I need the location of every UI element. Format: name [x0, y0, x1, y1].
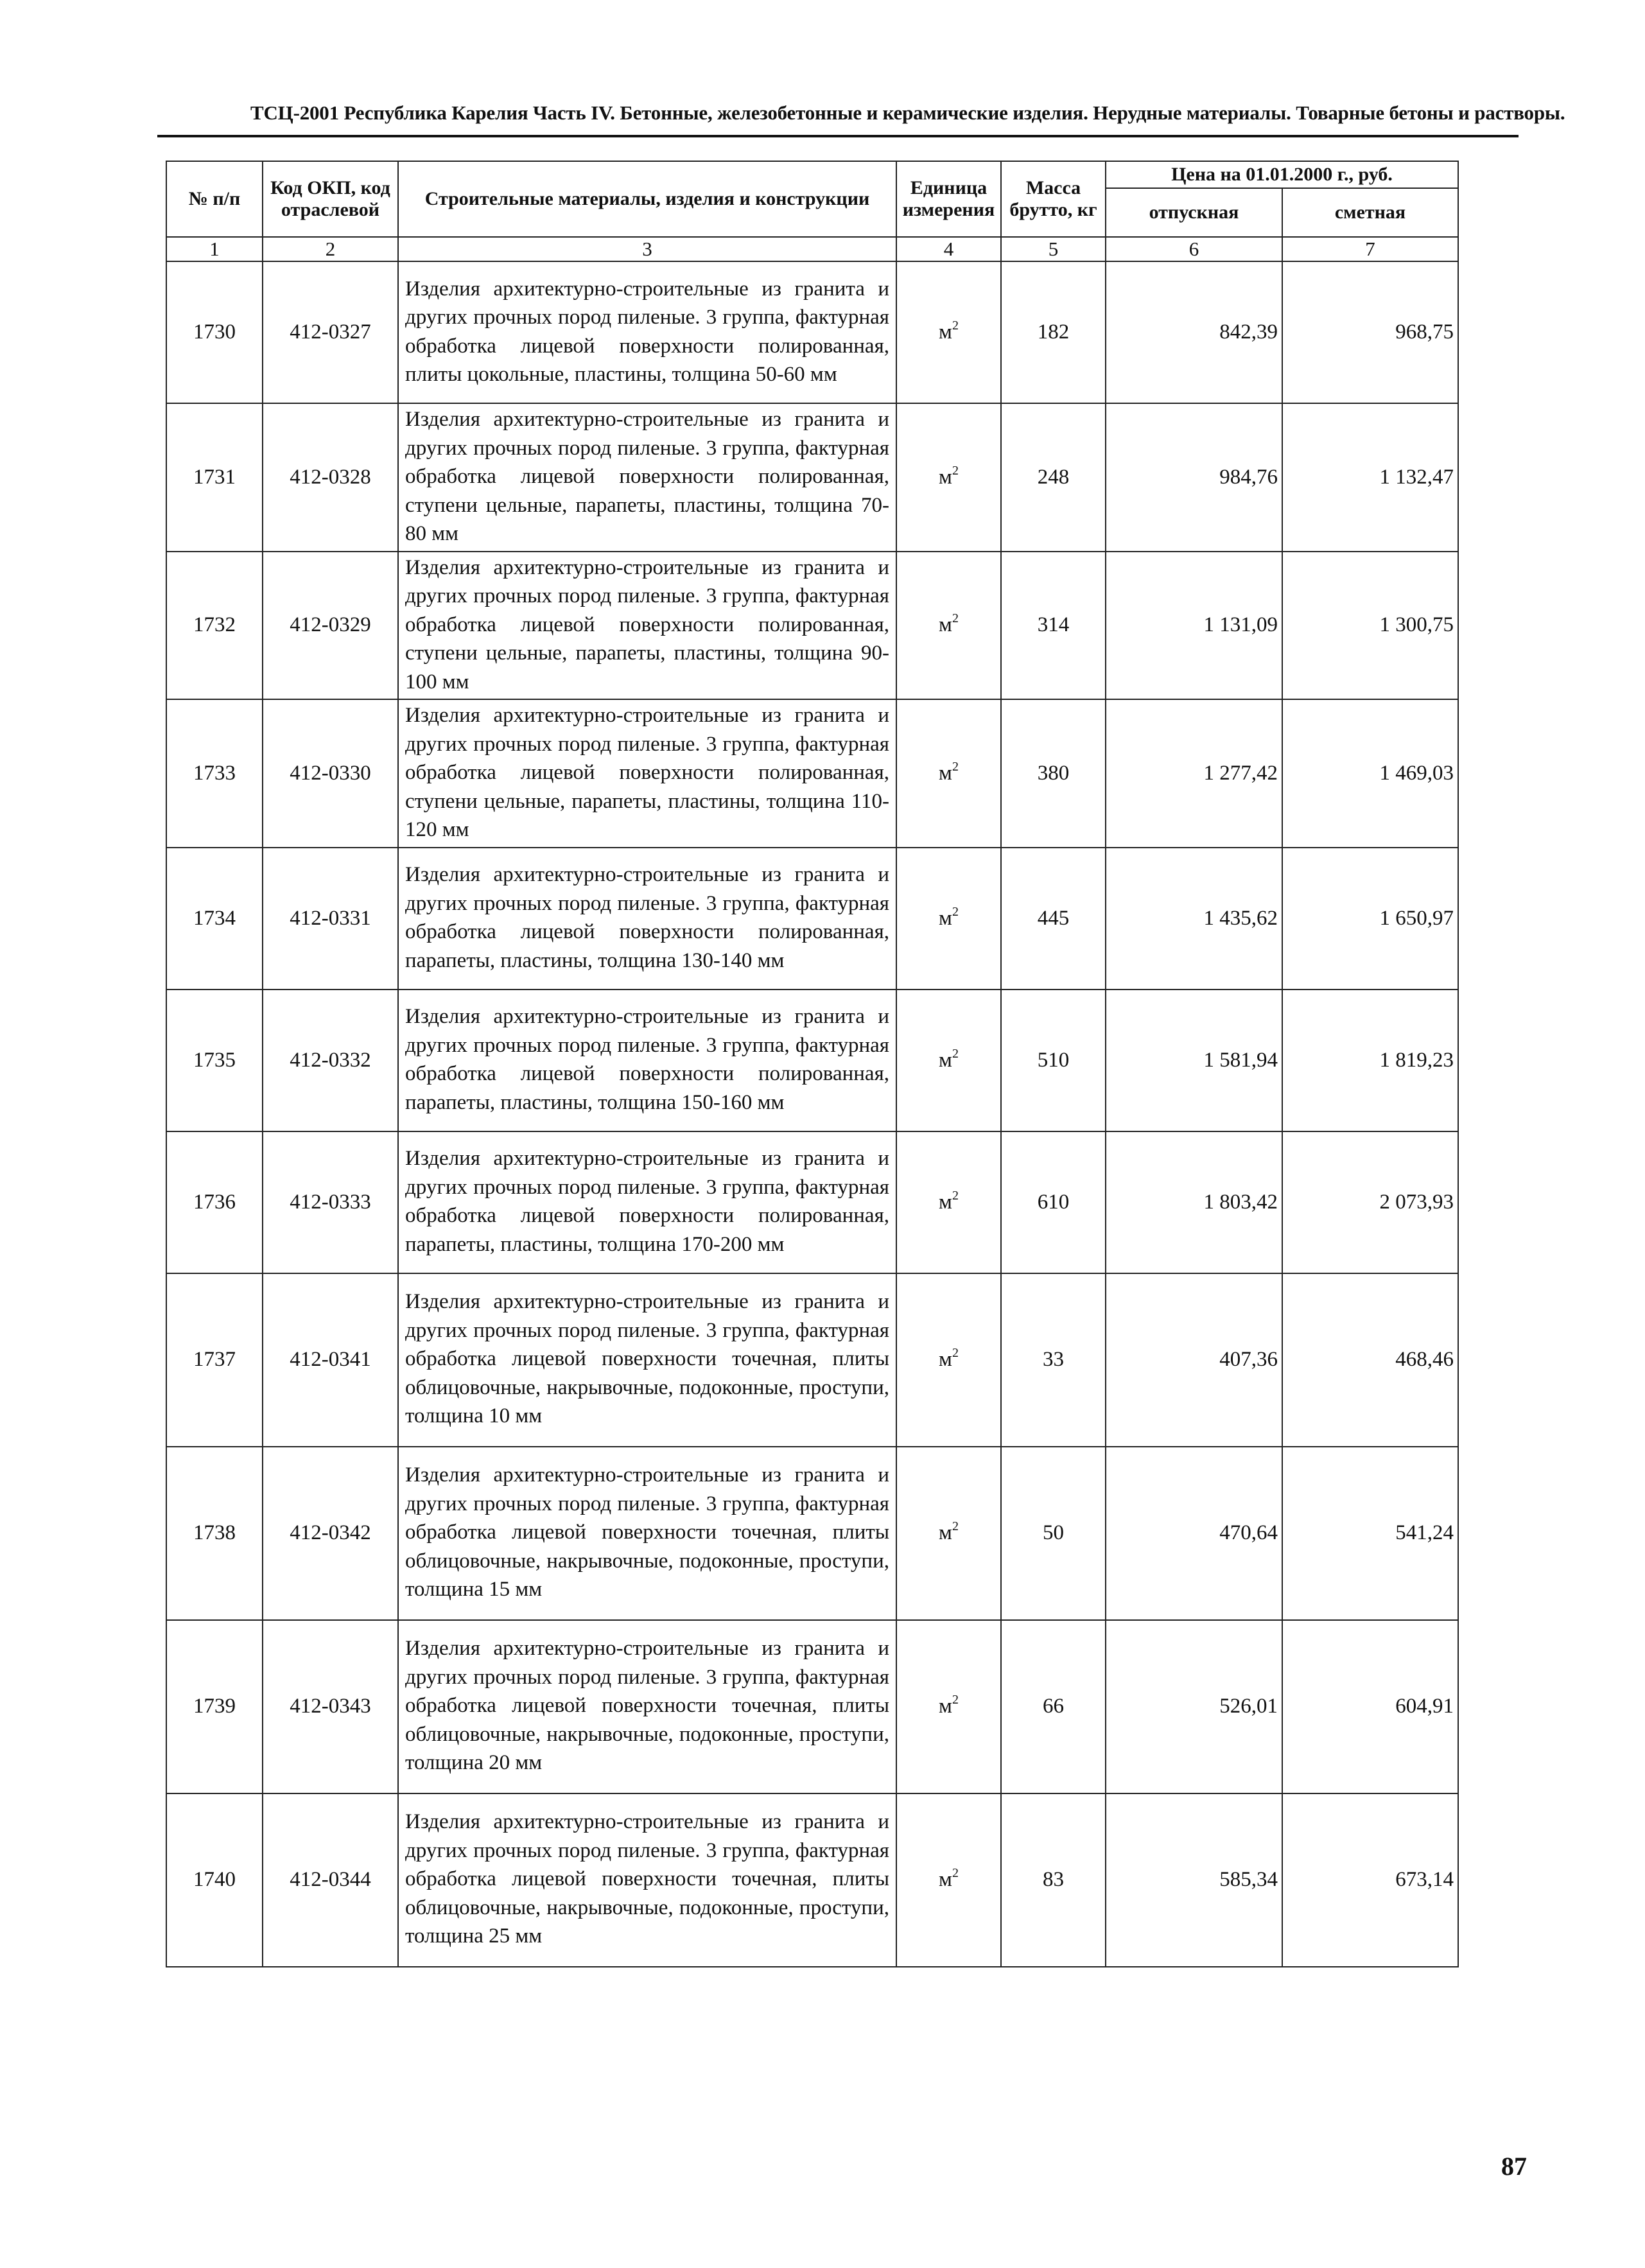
page-header-title: ТСЦ-2001 Республика Карелия Часть IV. Бетонные, железобетонные и керамические изделия. Нерудные материалы. Товарные бетоны и растворы.: [250, 101, 1565, 124]
unit-base: м: [939, 1348, 952, 1371]
row-number: 1731: [166, 403, 263, 552]
price-estimate: 1 132,47: [1282, 403, 1458, 552]
price-estimate: 968,75: [1282, 261, 1458, 403]
price-release: 407,36: [1106, 1273, 1282, 1447]
price-release: 585,34: [1106, 1793, 1282, 1967]
table-row: [166, 1620, 1458, 1793]
table-row: [166, 1131, 1458, 1273]
col-header-num: № п/п: [166, 161, 263, 237]
table-row: [166, 403, 1458, 552]
price-estimate: 541,24: [1282, 1447, 1458, 1620]
unit-base: м: [939, 320, 952, 344]
unit-of-measure: [896, 1273, 1001, 1447]
col-header-price-release: отпускная: [1106, 188, 1282, 237]
table-body: [166, 261, 1458, 1967]
col-header-desc: Строительные материалы, изделия и конструкции: [398, 161, 896, 237]
row-number: 1730: [166, 261, 263, 403]
material-description: Изделия архитектурно-строительные из гранита и других прочных пород пиленые. 3 группа, фактурная обработка лицевой поверхности точечная, плиты облицовочные, накрывочные, подоконные, проступи, толщина 10 мм: [398, 1273, 896, 1447]
table-header: [166, 161, 1458, 261]
material-description: Изделия архитектурно-строительные из гранита и других прочных пород пиленые. 3 группа, фактурная обработка лицевой поверхности точечная, плиты облицовочные, накрывочные, подоконные, проступи, толщина 15 мм: [398, 1447, 896, 1620]
unit-of-measure: [896, 403, 1001, 552]
page-number: 87: [1501, 2152, 1527, 2181]
price-release: 842,39: [1106, 261, 1282, 403]
price-estimate: 1 469,03: [1282, 699, 1458, 848]
table-row: [166, 1447, 1458, 1620]
unit-superscript: 2: [952, 611, 959, 626]
row-number: 1739: [166, 1620, 263, 1793]
okp-code: 412-0327: [263, 261, 398, 403]
column-number: 3: [398, 237, 896, 261]
col-header-unit: Единица измерения: [896, 161, 1001, 237]
row-number: 1732: [166, 552, 263, 700]
table-row: [166, 1273, 1458, 1447]
price-release: 1 435,62: [1106, 848, 1282, 990]
okp-code: 412-0343: [263, 1620, 398, 1793]
unit-base: м: [939, 1695, 952, 1718]
table-row: [166, 699, 1458, 848]
table-row: [166, 848, 1458, 990]
gross-mass: 83: [1001, 1793, 1106, 1967]
price-release: 470,64: [1106, 1447, 1282, 1620]
unit-base: м: [939, 1868, 952, 1891]
unit-superscript: 2: [952, 1519, 959, 1533]
material-description: Изделия архитектурно-строительные из гранита и других прочных пород пиленые. 3 группа, фактурная обработка лицевой поверхности точечная, плиты облицовочные, накрывочные, подоконные, проступи, толщина 20 мм: [398, 1620, 896, 1793]
gross-mass: 182: [1001, 261, 1106, 403]
unit-base: м: [939, 906, 952, 930]
unit-of-measure: [896, 848, 1001, 990]
row-number: 1737: [166, 1273, 263, 1447]
price-release: 1 803,42: [1106, 1131, 1282, 1273]
price-estimate: 1 819,23: [1282, 990, 1458, 1131]
unit-superscript: 2: [952, 1188, 959, 1203]
unit-of-measure: [896, 699, 1001, 848]
column-number: 6: [1106, 237, 1282, 261]
okp-code: 412-0332: [263, 990, 398, 1131]
unit-base: м: [939, 761, 952, 785]
unit-superscript: 2: [952, 318, 959, 333]
column-number: 4: [896, 237, 1001, 261]
material-description: Изделия архитектурно-строительные из гранита и других прочных пород пиленые. 3 группа, фактурная обработка лицевой поверхности точечная, плиты облицовочные, накрывочные, подоконные, проступи, толщина 25 мм: [398, 1793, 896, 1967]
table-row: [166, 552, 1458, 700]
price-release: 526,01: [1106, 1620, 1282, 1793]
unit-of-measure: [896, 261, 1001, 403]
unit-superscript: 2: [952, 904, 959, 919]
column-number: 1: [166, 237, 263, 261]
gross-mass: 380: [1001, 699, 1106, 848]
gross-mass: 50: [1001, 1447, 1106, 1620]
unit-superscript: 2: [952, 463, 959, 478]
okp-code: 412-0344: [263, 1793, 398, 1967]
unit-of-measure: [896, 1793, 1001, 1967]
gross-mass: 314: [1001, 552, 1106, 700]
row-number: 1740: [166, 1793, 263, 1967]
price-release: 1 131,09: [1106, 552, 1282, 700]
unit-of-measure: [896, 1620, 1001, 1793]
material-description: Изделия архитектурно-строительные из гранита и других прочных пород пиленые. 3 группа, фактурная обработка лицевой поверхности полированная, парапеты, пластины, толщина 170-200 мм: [398, 1131, 896, 1273]
column-number: 5: [1001, 237, 1106, 261]
price-estimate: 1 300,75: [1282, 552, 1458, 700]
col-header-price-group: Цена на 01.01.2000 г., руб.: [1106, 161, 1458, 188]
row-number: 1738: [166, 1447, 263, 1620]
unit-base: м: [939, 1521, 952, 1544]
price-table: [166, 161, 1459, 1967]
okp-code: 412-0331: [263, 848, 398, 990]
gross-mass: 610: [1001, 1131, 1106, 1273]
unit-base: м: [939, 1048, 952, 1072]
price-estimate: 468,46: [1282, 1273, 1458, 1447]
material-description: Изделия архитектурно-строительные из гранита и других прочных пород пиленые. 3 группа, фактурная обработка лицевой поверхности полированная, ступени цельные, парапеты, пластины, толщина 90-100 мм: [398, 552, 896, 700]
okp-code: 412-0341: [263, 1273, 398, 1447]
col-header-okp: Код ОКП, код отраслевой: [263, 161, 398, 237]
table-row: [166, 990, 1458, 1131]
unit-superscript: 2: [952, 1046, 959, 1061]
unit-base: м: [939, 613, 952, 637]
row-number: 1733: [166, 699, 263, 848]
unit-of-measure: [896, 990, 1001, 1131]
material-description: Изделия архитектурно-строительные из гранита и других прочных пород пиленые. 3 группа, фактурная обработка лицевой поверхности полированная, ступени цельные, парапеты, пластины, толщина 70-80 мм: [398, 403, 896, 552]
header-rule: [157, 135, 1519, 137]
okp-code: 412-0329: [263, 552, 398, 700]
table-row: [166, 261, 1458, 403]
table-row: [166, 1793, 1458, 1967]
material-description: Изделия архитектурно-строительные из гранита и других прочных пород пиленые. 3 группа, фактурная обработка лицевой поверхности полированная, плиты цокольные, пластины, толщина 50-60 мм: [398, 261, 896, 403]
unit-base: м: [939, 465, 952, 489]
gross-mass: 248: [1001, 403, 1106, 552]
unit-superscript: 2: [952, 759, 959, 774]
unit-of-measure: [896, 552, 1001, 700]
price-release: 1 277,42: [1106, 699, 1282, 848]
price-estimate: 1 650,97: [1282, 848, 1458, 990]
unit-superscript: 2: [952, 1866, 959, 1880]
col-header-mass: Масса брутто, кг: [1001, 161, 1106, 237]
gross-mass: 445: [1001, 848, 1106, 990]
material-description: Изделия архитектурно-строительные из гранита и других прочных пород пиленые. 3 группа, фактурная обработка лицевой поверхности полированная, парапеты, пластины, толщина 150-160 мм: [398, 990, 896, 1131]
row-number: 1734: [166, 848, 263, 990]
unit-of-measure: [896, 1447, 1001, 1620]
price-release: 1 581,94: [1106, 990, 1282, 1131]
okp-code: 412-0342: [263, 1447, 398, 1620]
unit-superscript: 2: [952, 1693, 959, 1707]
row-number: 1736: [166, 1131, 263, 1273]
price-release: 984,76: [1106, 403, 1282, 552]
unit-base: м: [939, 1190, 952, 1214]
col-header-price-estimate: сметная: [1282, 188, 1458, 237]
material-description: Изделия архитектурно-строительные из гранита и других прочных пород пиленые. 3 группа, фактурная обработка лицевой поверхности полированная, ступени цельные, парапеты, пластины, толщина 110-120 мм: [398, 699, 896, 848]
material-description: Изделия архитектурно-строительные из гранита и других прочных пород пиленые. 3 группа, фактурная обработка лицевой поверхности полированная, парапеты, пластины, толщина 130-140 мм: [398, 848, 896, 990]
gross-mass: 66: [1001, 1620, 1106, 1793]
gross-mass: 510: [1001, 990, 1106, 1131]
okp-code: 412-0330: [263, 699, 398, 848]
column-numbers-row: [166, 237, 1458, 261]
price-estimate: 673,14: [1282, 1793, 1458, 1967]
unit-superscript: 2: [952, 1346, 959, 1360]
okp-code: 412-0333: [263, 1131, 398, 1273]
price-estimate: 2 073,93: [1282, 1131, 1458, 1273]
gross-mass: 33: [1001, 1273, 1106, 1447]
column-number: 2: [263, 237, 398, 261]
okp-code: 412-0328: [263, 403, 398, 552]
column-number: 7: [1282, 237, 1458, 261]
unit-of-measure: [896, 1131, 1001, 1273]
price-estimate: 604,91: [1282, 1620, 1458, 1793]
row-number: 1735: [166, 990, 263, 1131]
